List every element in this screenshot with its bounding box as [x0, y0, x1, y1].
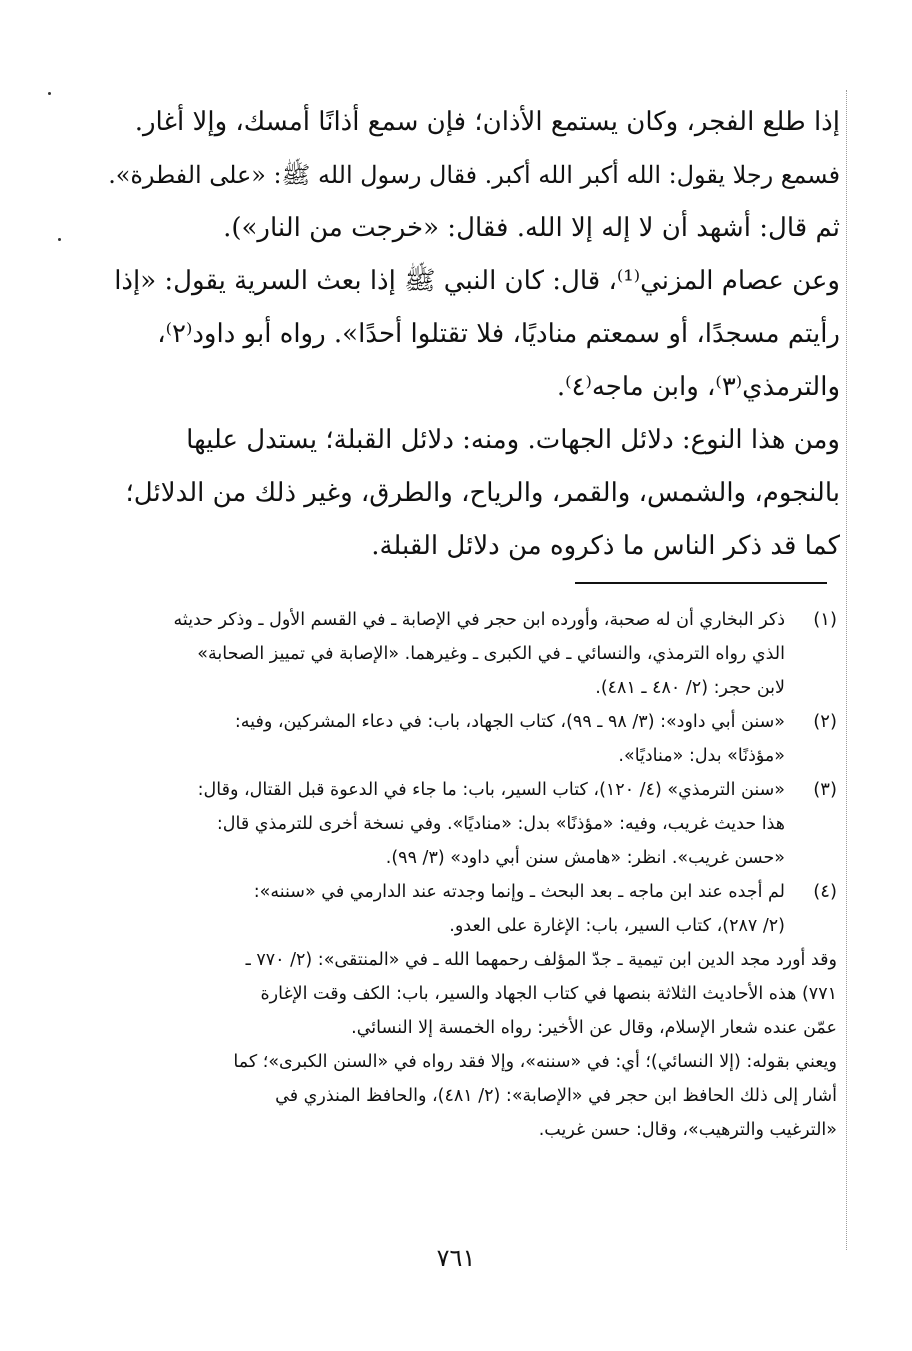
page-edge-dotted-line	[846, 90, 847, 1250]
footnote-line: «مؤذنًا» بدل: «مناديًا».	[618, 746, 785, 766]
footnote-line: ذكر البخاري أن له صحبة، وأورده ابن حجر في الإصابة ـ في القسم الأول ـ وذكر حديثه	[173, 610, 785, 630]
footnote-line: «سنن أبي داود»: (٣/ ٩٨ ـ ٩٩)، كتاب الجهاد، باب: في دعاء المشركين، وفيه:	[234, 712, 785, 732]
footnote-number: (٤)	[813, 881, 837, 902]
footnote-line: (٢/ ٢٨٧)، كتاب السير، باب: الإغارة على العدو.	[449, 916, 785, 936]
footnote	[105, 705, 837, 773]
footnote-line: «سنن الترمذي» (٤/ ١٢٠)، كتاب السير، باب: ما جاء في الدعوة قبل القتال، وقال:	[197, 780, 785, 800]
main-text-body	[100, 96, 840, 573]
main-text-line: رأيتم مسجدًا، أو سمعتم مناديًا، فلا تقتلوا أحدًا». رواه أبو داود⁽٢⁾،	[157, 319, 840, 349]
footnote-line: «الترغيب والترهيب»، وقال: حسن غريب.	[538, 1120, 837, 1140]
main-text-line: والترمذي⁽٣⁾، وابن ماجه⁽٤⁾.	[556, 372, 840, 402]
footnote-number: (٢)	[813, 711, 837, 732]
footnote-line: ٧٧١) هذه الأحاديث الثلاثة بنصها في كتاب الجهاد والسير، باب: الكف وقت الإغارة	[260, 984, 837, 1004]
main-text-line: وعن عصام المزني⁽¹⁾، قال: كان النبي ﷺ إذا بعث السرية يقول: «إذا	[114, 266, 840, 296]
footnote	[105, 603, 837, 705]
footnote-line: الذي رواه الترمذي، والنسائي ـ في الكبرى ـ وغيرهما. «الإصابة في تمييز الصحابة»	[197, 644, 785, 664]
main-text-line: بالنجوم، والشمس، والقمر، والرياح، والطرق، وغير ذلك من الدلائل؛	[125, 478, 840, 508]
main-text-line: إذا طلع الفجر، وكان يستمع الأذان؛ فإن سمع أذانًا أمسك، وإلا أغار.	[134, 107, 840, 137]
footnote-line: أشار إلى ذلك الحافظ ابن حجر في «الإصابة»: (٢/ ٤٨١)، والحافظ المنذري في	[275, 1086, 837, 1106]
footnote-continuation	[105, 943, 837, 1147]
page-number: ٧٦١	[436, 1244, 476, 1272]
footnote-line: عمّن عنده شعار الإسلام، وقال عن الأخير: رواه الخمسة إلا النسائي.	[351, 1018, 837, 1038]
footnote-line: وقد أورد مجد الدين ابن تيمية ـ جدّ المؤلف رحمهما الله ـ في «المنتقى»: (٢/ ٧٧٠ ـ	[245, 950, 837, 970]
main-text-line: كما قد ذكر الناس ما ذكروه من دلائل القبلة.	[371, 531, 840, 561]
main-text-line: فسمع رجلا يقول: الله أكبر الله أكبر. فقال رسول الله ﷺ: «على الفطرة».	[108, 161, 840, 189]
footnote-line: هذا حديث غريب، وفيه: «مؤذنًا» بدل: «مناديًا». وفي نسخة أخرى للترمذي قال:	[216, 814, 785, 834]
footnote-number: (١)	[813, 609, 837, 630]
footnote-line: لابن حجر: (٢/ ٤٨٠ ـ ٤٨١).	[595, 678, 785, 698]
main-text-line: ومن هذا النوع: دلائل الجهات. ومنه: دلائل القبلة؛ يستدل عليها	[186, 425, 840, 455]
footnote-line: «حسن غريب». انظر: «هامش سنن أبي داود» (٣/ ٩٩).	[385, 848, 785, 868]
footnote-separator	[575, 582, 827, 584]
scan-speck	[58, 238, 61, 241]
footnote	[105, 773, 837, 875]
footnotes-section	[105, 603, 837, 1147]
footnote-line: ويعني بقوله: (إلا النسائي)؛ أي: في «سننه»، وإلا فقد رواه في «السنن الكبرى»؛ كما	[233, 1052, 837, 1072]
scan-speck	[48, 92, 51, 95]
footnote-number: (٣)	[813, 779, 837, 800]
footnote	[105, 875, 837, 943]
footnote-line: لم أجده عند ابن ماجه ـ بعد البحث ـ وإنما وجدته عند الدارمي في «سننه»:	[253, 882, 785, 902]
main-text-line: ثم قال: أشهد أن لا إله إلا الله. فقال: «خرجت من النار»).	[223, 213, 840, 243]
